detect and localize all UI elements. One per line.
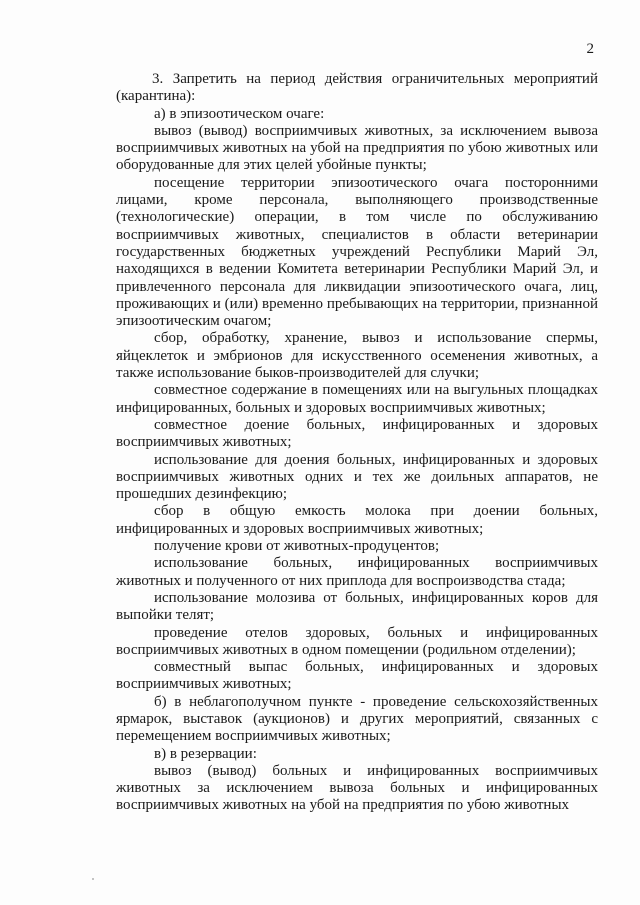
paragraph: использование молозива от больных, инфицированных коров для выпойки телят; (116, 589, 598, 624)
subparagraph-v-heading: в) в резервации: (154, 745, 257, 762)
paragraph: использование больных, инфицированных восприимчивых животных и полученного от них приплода для воспроизводства стада; (116, 555, 598, 589)
subparagraph-b: б) в неблагополучном пункте - проведение сельскохозяйственных ярмарок, выставок (аукционов) и других мероприятий, связанных с перемещением восприимчивых животных; (116, 693, 598, 745)
paragraph: посещение территории эпизоотического очага посторонними лицами, кроме персонала, выполняющего производственные (технологические) операции, в том числе по обслуживанию восприимчивых животных, специалистов в области ветеринарии государственных бюджетных учреждений Республики Марий Эл, находящихся в ведении Комитета ветеринарии Республики Марий Эл, и привлеченного персонала для ликвидации эпизоотического очага, лиц, проживающих и (или) временно пребывающих на территории, признанной эпизоотическим очагом; (116, 174, 598, 330)
subparagraph-a-heading: а) в эпизоотическом очаге: (154, 105, 325, 122)
paragraph: проведение отелов здоровых, больных и инфицированных восприимчивых животных в одном помещении (родильном отделении); (116, 624, 598, 658)
paragraph: сбор, обработку, хранение, вывоз и использование спермы, яйцеклеток и эмбрионов для искусственного осеменения животных, а также использование быков-производителей для случки; (116, 330, 598, 382)
paragraph: получение крови от животных-продуцентов; (154, 538, 440, 555)
paragraph: совместное доение больных, инфицированных и здоровых восприимчивых животных; (116, 416, 598, 451)
paragraph: сбор в общую емкость молока при доении больных, инфицированных и здоровых восприимчивых животных; (116, 503, 598, 537)
document-body (116, 71, 598, 815)
paragraph: использование для доения больных, инфицированных и здоровых восприимчивых животных одних и тех же доильных аппаратов, не прошедших дезинфекцию; (116, 451, 598, 503)
paragraph: вывоз (вывод) больных и инфицированных восприимчивых животных за исключением вывоза больных и инфицированных восприимчивых животных на убой на предприятия по убою животных (116, 762, 598, 814)
paragraph-item-3-heading: 3. Запретить на период действия ограничительных мероприятий (карантина): (116, 71, 598, 105)
scan-artifact (92, 878, 94, 880)
paragraph: совместное содержание в помещениях или на выгульных площадках инфицированных, больных и здоровых восприимчивых животных; (116, 382, 598, 416)
paragraph: вывоз (вывод) восприимчивых животных, за исключением вывоза восприимчивых животных на убой на предприятия по убою животных или оборудованные для этих целей убойные пункты; (116, 122, 598, 174)
paragraph: совместный выпас больных, инфицированных и здоровых восприимчивых животных; (116, 659, 598, 693)
page-number: 2 (586, 41, 594, 57)
